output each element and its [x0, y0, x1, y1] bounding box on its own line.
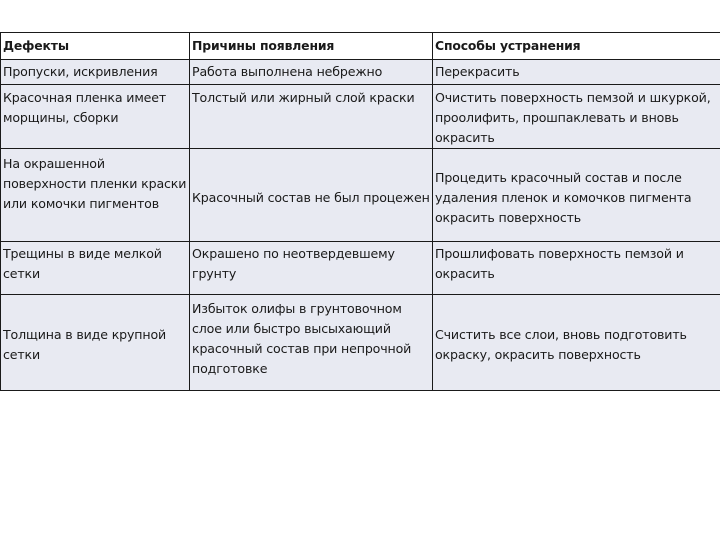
cause-cell: Избыток олифы в грунтовочном слое или быстро высыхающий красочный состав при непрочной подготовке [190, 295, 433, 391]
table-row [1, 85, 720, 149]
header-defects: Дефекты [1, 33, 190, 60]
fix-cell: Прошлифовать поверхность пемзой и окрасить [433, 242, 720, 295]
header-fixes: Способы устранения [433, 33, 720, 60]
defect-cell: Трещины в виде мелкой сетки [1, 242, 190, 295]
fix-cell: Перекрасить [433, 60, 720, 85]
table-row [1, 295, 720, 391]
fix-cell: Очистить поверхность пемзой и шкуркой, проолифить, прошпаклевать и вновь окрасить [433, 85, 720, 149]
defect-cell: На окрашенной поверхности пленки краски или комочки пигментов [1, 149, 190, 242]
table-row [1, 60, 720, 85]
defect-cell: Красочная пленка имеет морщины, сборки [1, 85, 190, 149]
header-row [1, 33, 720, 60]
fix-cell: Счистить все слои, вновь подготовить окраску, окрасить поверхность [433, 295, 720, 391]
defect-cell: Пропуски, искривления [1, 60, 190, 85]
table-row [1, 242, 720, 295]
fix-cell: Процедить красочный состав и после удаления пленок и комочков пигмента окрасить поверхность [433, 149, 720, 242]
cause-cell: Толстый или жирный слой краски [190, 85, 433, 149]
table-row [1, 149, 720, 242]
header-causes: Причины появления [190, 33, 433, 60]
defects-table [0, 32, 720, 391]
cause-cell: Работа выполнена небрежно [190, 60, 433, 85]
cause-cell: Красочный состав не был процежен [190, 149, 433, 242]
cause-cell: Окрашено по неотвердевшему грунту [190, 242, 433, 295]
defect-cell: Толщина в виде крупной сетки [1, 295, 190, 391]
